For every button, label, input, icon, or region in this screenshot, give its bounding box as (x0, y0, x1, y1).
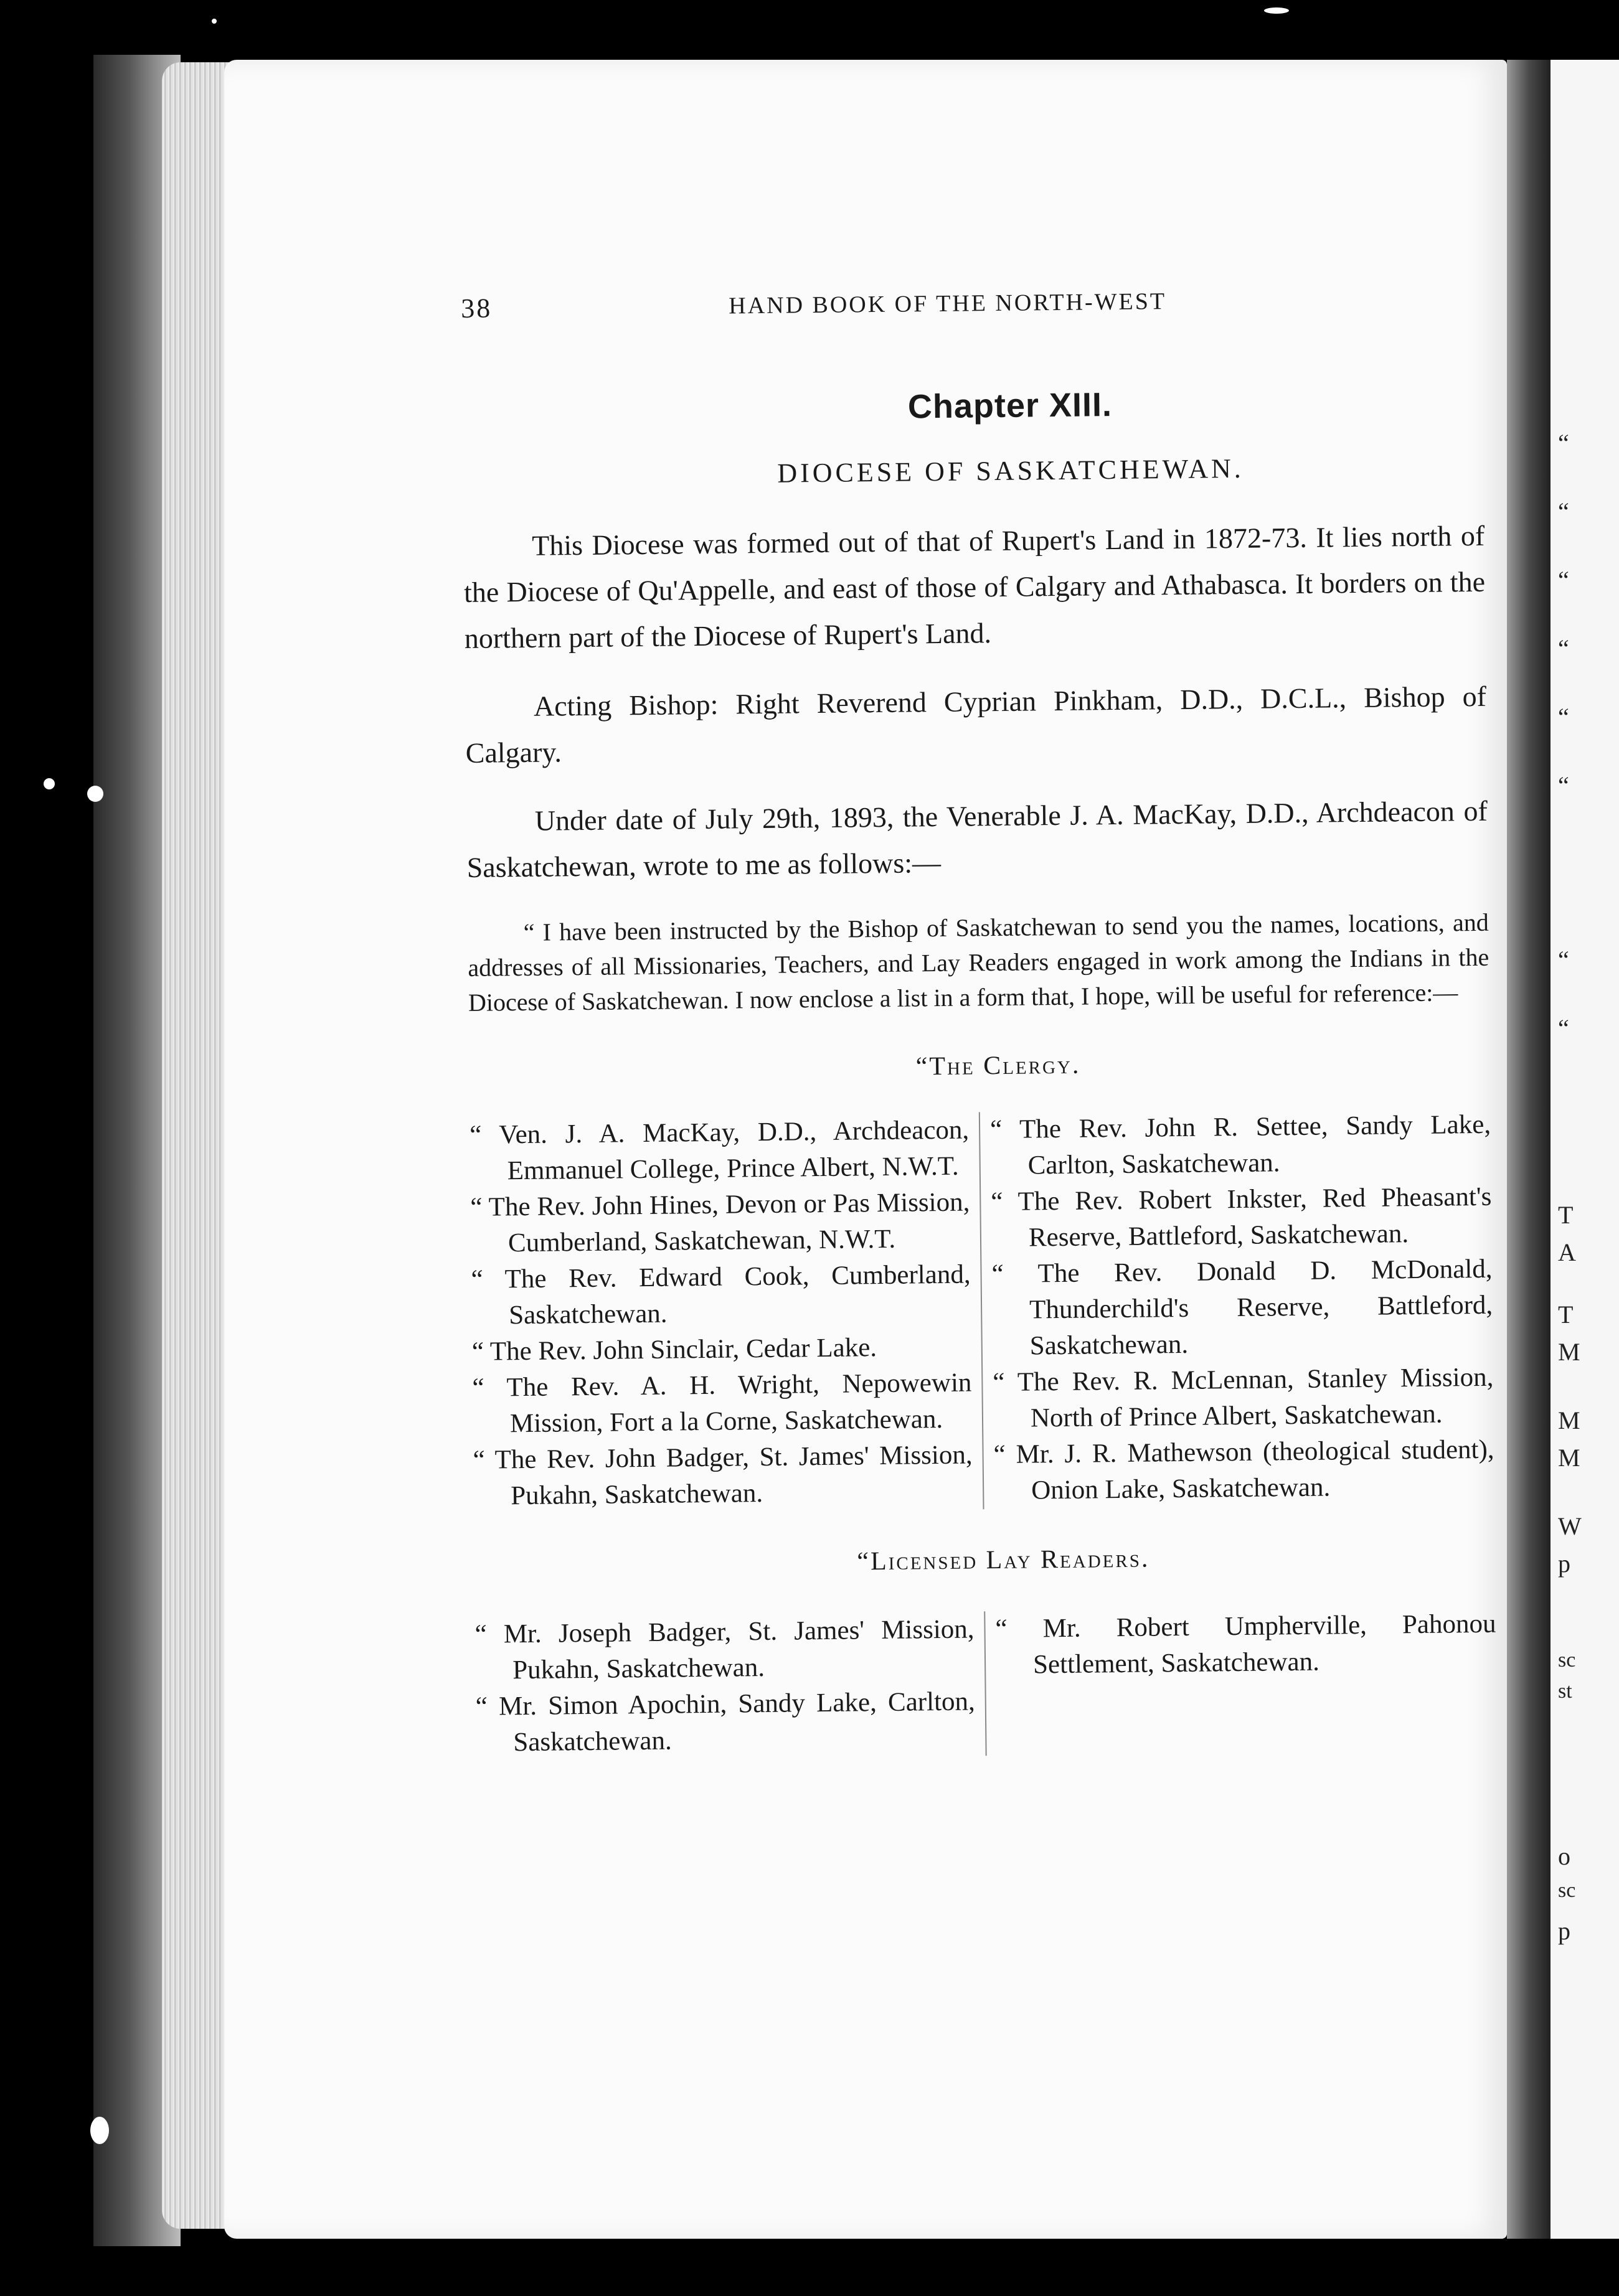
lay-readers-heading-text: “Licensed Lay Readers. (857, 1544, 1150, 1576)
running-title: HAND BOOK OF THE NORTH-WEST (729, 288, 1167, 319)
facing-page-fragment: “ (1558, 703, 1569, 731)
scan-speck (87, 786, 103, 802)
facing-page-fragment: p (1558, 1917, 1570, 1945)
facing-page-fragment: A (1558, 1238, 1576, 1266)
lay-readers-left-column (474, 1611, 986, 1761)
book-gutter (1507, 60, 1551, 2239)
clergy-list (470, 1107, 1495, 1515)
list-item: “ The Rev. Edward Cook, Cumberland, Saskatchewan. (471, 1259, 971, 1330)
facing-page-fragment: M (1558, 1444, 1580, 1472)
list-item: “ The Rev. Donald D. McDonald, Thunderchild's Reserve, Battleford, Saskatchewan. (991, 1254, 1493, 1361)
lay-readers-right-column (985, 1606, 1497, 1756)
lay-readers-heading (474, 1540, 1508, 1581)
facing-page-fragment: o (1558, 1842, 1570, 1870)
list-item: “ The Rev. Robert Inkster, Red Pheasant's Reserve, Battleford, Saskatchewan. (991, 1182, 1492, 1253)
facing-page-fragment: “ (1558, 771, 1569, 799)
clergy-right-column (980, 1107, 1495, 1510)
scan-speck (90, 2117, 109, 2144)
chapter-subtitle: DIOCESE OF SASKATCHEWAN. (777, 453, 1245, 489)
quoted-letter: “ I have been instructed by the Bishop of Saskatchewan to send you the names, locations, and addresses of all Missionaries, Teachers, and Lay Readers engaged in work among the Indians in the Diocese of Saskatchewan. I now enclose a list in a form that, I hope, will be useful for reference:— (468, 908, 1489, 1017)
facing-page-edge (1551, 60, 1619, 2239)
list-item: “ Mr. Joseph Badger, St. James' Mission, Pukahn, Saskatchewan. (474, 1614, 975, 1685)
chapter-title: Chapter XIII. (907, 386, 1113, 426)
facing-page-fragment: “ (1558, 566, 1569, 594)
facing-page-fragment: “ (1558, 634, 1569, 662)
list-item: “ The Rev. John Hines, Devon or Pas Mission, Cumberland, Saskatchewan, N.W.T. (470, 1187, 970, 1258)
list-item: “ The Rev. A. H. Wright, Nepowewin Mission, Fort a la Corne, Saskatchewan. (472, 1368, 972, 1439)
facing-page-fragment: p (1558, 1550, 1570, 1578)
facing-page-fragment: T (1558, 1201, 1574, 1229)
facing-page-fragment: “ (1558, 497, 1569, 525)
facing-page-fragment: “ (1558, 946, 1569, 974)
facing-page-fragment: W (1558, 1512, 1582, 1540)
facing-page-fragment: M (1558, 1406, 1580, 1434)
list-item: “ The Rev. John Sinclair, Cedar Lake. (471, 1333, 877, 1367)
lay-readers-list (474, 1606, 1497, 1761)
facing-page-fragment: st (1558, 1680, 1572, 1703)
list-item: “ Ven. J. A. MacKay, D.D., Archdeacon, Emmanuel College, Prince Albert, N.W.T. (469, 1115, 970, 1186)
scan-speck (1264, 7, 1289, 14)
list-item: “ Mr. J. R. Mathewson (theological student), Onion Lake, Saskatchewan. (993, 1434, 1494, 1505)
page-number: 38 (461, 293, 493, 324)
facing-page-fragment: T (1558, 1301, 1574, 1329)
list-item: “ The Rev. R. McLennan, Stanley Mission, North of Prince Albert, Saskatchewan. (993, 1362, 1494, 1433)
clergy-heading (469, 1046, 1503, 1086)
list-item: “ Mr. Robert Umpherville, Pahonou Settlement, Saskatchewan. (995, 1609, 1496, 1680)
paragraph-acting-bishop: Acting Bishop: Right Reverend Cyprian Pinkham, D.D., D.C.L., Bishop of Calgary. (465, 680, 1487, 769)
clergy-left-column (470, 1112, 984, 1515)
page-content (461, 282, 1510, 1761)
facing-page-fragment: “ (1558, 1014, 1569, 1042)
facing-page-fragment: “ (1558, 429, 1569, 457)
facing-page-fragment: sc (1558, 1879, 1576, 1902)
facing-page-fragment: M (1558, 1338, 1580, 1366)
list-item: “ The Rev. John R. Settee, Sandy Lake, Carlton, Saskatchewan. (989, 1109, 1491, 1180)
scan-speck (44, 778, 55, 789)
scan-speck (212, 19, 217, 24)
paragraph-formation: This Diocese was formed out of that of Rupert's Land in 1872-73. It lies north of the Diocese of Qu'Appelle, and east of those of Calgary and Athabasca. It borders on the northern part of the Diocese of Rupert's Land. (463, 519, 1486, 654)
facing-page-fragment: sc (1558, 1649, 1576, 1672)
list-item: “ Mr. Simon Apochin, Sandy Lake, Carlton, Saskatchewan. (475, 1687, 975, 1757)
clergy-heading-text: “The Clergy. (915, 1050, 1081, 1081)
paragraph-letter-intro: Under date of July 29th, 1893, the Venerable J. A. MacKay, D.D., Archdeacon of Saskatchewan, wrote to me as follows:— (466, 794, 1488, 883)
list-item: “ The Rev. John Badger, St. James' Mission, Pukahn, Saskatchewan. (473, 1440, 973, 1511)
